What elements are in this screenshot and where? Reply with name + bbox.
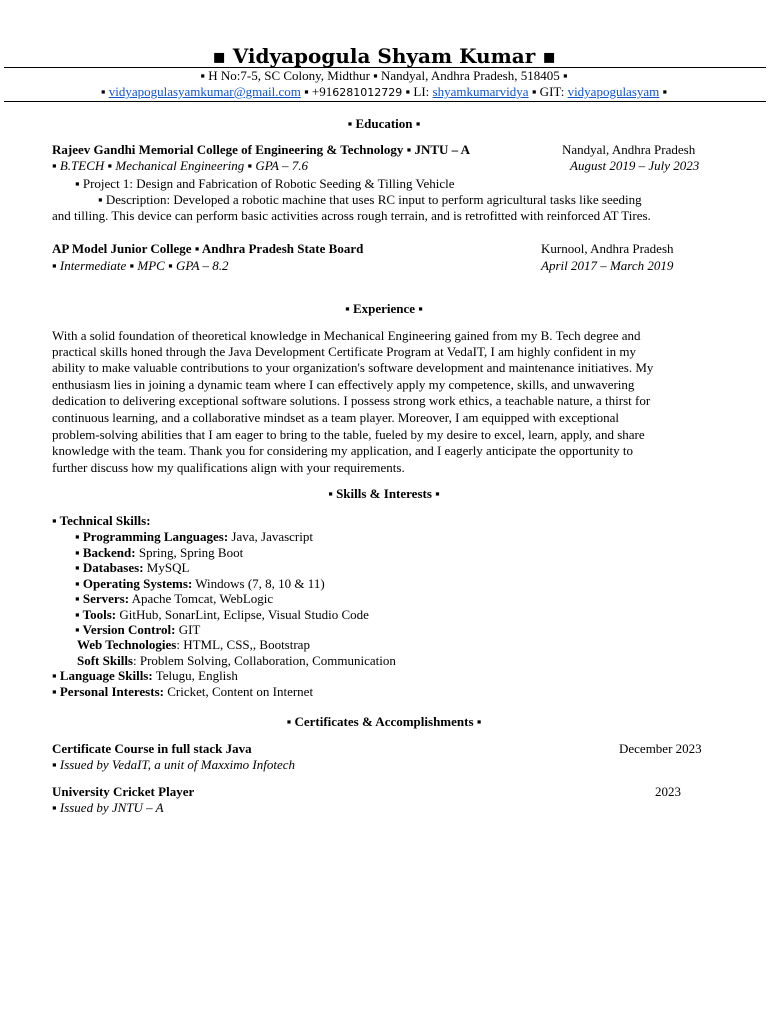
github-link[interactable]: vidyapogulasyam xyxy=(567,84,660,99)
skill-value: Apache Tomcat, WebLogic xyxy=(129,591,274,606)
skill-label: ▪ Databases: xyxy=(75,560,144,575)
contact-suffix: ▪ xyxy=(659,84,668,99)
address-line: ▪ H No:7-5, SC Colony, Midthur ▪ Nandyal, Andhra Pradesh, 518405 ▪ xyxy=(200,68,568,83)
skill-item xyxy=(75,591,273,607)
skill-value: GitHub, SonarLint, Eclipse, Visual Studio Code xyxy=(116,607,369,622)
skill-label: ▪ Programming Languages: xyxy=(75,529,229,544)
certificate-1-title: Certificate Course in full stack Java xyxy=(52,741,252,756)
certificate-2-issuer: ▪ Issued by JNTU – A xyxy=(52,800,164,815)
skill-item xyxy=(75,545,243,561)
experience-line: continuous learning, and a collaborative mindset as a team player. Moreover, I am equipped with exceptional xyxy=(52,410,619,425)
college-2-dates: April 2017 – March 2019 xyxy=(541,258,674,273)
skills-heading: ▪ Skills & Interests ▪ xyxy=(328,486,440,501)
skill-item xyxy=(77,637,310,653)
header-divider-bottom xyxy=(4,101,766,102)
experience-line: knowledge with the team. Thank you for considering my application, and I eagerly anticipate the opportunity to xyxy=(52,443,633,458)
experience-line: enthusiasm lies in joining a dynamic team where I can effectively apply my competence, skills, and unwavering xyxy=(52,377,635,392)
skill-label: ▪ Operating Systems: xyxy=(75,576,193,591)
certificate-2-title: University Cricket Player xyxy=(52,784,195,799)
project-description-line-1: ▪ Description: Developed a robotic machine that uses RC input to perform agricultural tasks like seeding xyxy=(98,192,642,207)
skill-item xyxy=(75,560,189,576)
experience-line: ability to make valuable contributions to your organization's software development and maintenance initiatives. My xyxy=(52,360,654,375)
college-2-name: AP Model Junior College ▪ Andhra Pradesh State Board xyxy=(52,241,364,256)
personal-interests-label: ▪ Personal Interests: xyxy=(52,684,164,699)
contact-line xyxy=(0,84,768,101)
skill-item xyxy=(75,529,313,545)
experience-line: With a solid foundation of theoretical knowledge in Mechanical Engineering gained from my B. Tech degree and xyxy=(52,328,641,343)
college-2-degree: ▪ Intermediate ▪ MPC ▪ GPA – 8.2 xyxy=(52,258,229,273)
skill-label: Soft Skills xyxy=(77,653,133,668)
experience-line: dedication to delivering exceptional software solutions. I possess strong work ethics, a teachable nature, a thirst for xyxy=(52,393,651,408)
skill-item xyxy=(75,607,369,623)
candidate-name: ▪ Vidyapogula Shyam Kumar ▪ xyxy=(212,44,556,68)
skill-value: GIT xyxy=(175,622,201,637)
language-skills-label: ▪ Language Skills: xyxy=(52,668,153,683)
certificate-1-issuer: ▪ Issued by VedaIT, a unit of Maxximo Infotech xyxy=(52,757,296,772)
experience-line: practical skills honed through the Java Development Certificate Program at VedaIT, I am highly confident in my xyxy=(52,344,636,359)
certificate-1-date: December 2023 xyxy=(619,741,702,756)
skill-value: Java, Javascript xyxy=(228,529,313,544)
email-link[interactable]: vidyapogulasyamkumar@gmail.com xyxy=(108,84,301,99)
experience-line: further discuss how my qualifications align with your requirements. xyxy=(52,460,405,475)
language-skills xyxy=(52,668,238,684)
phone-separator: ▪ +91 xyxy=(300,84,333,99)
college-1-dates: August 2019 – July 2023 xyxy=(570,158,700,173)
skill-item xyxy=(75,622,200,638)
linkedin-link[interactable]: shyamkumarvidya xyxy=(432,84,529,99)
certificate-2-date: 2023 xyxy=(655,784,681,799)
skill-value: Spring, Spring Boot xyxy=(135,545,244,560)
skill-value: Windows (7, 8, 10 & 11) xyxy=(192,576,325,591)
skill-label: ▪ Tools: xyxy=(75,607,117,622)
skill-label: Web Technologies xyxy=(77,637,177,652)
linkedin-label: ▪ LI: xyxy=(402,84,433,99)
skill-value: MySQL xyxy=(143,560,190,575)
skill-item xyxy=(75,576,325,592)
phone-number: 6281012729 xyxy=(332,86,403,99)
language-skills-value: Telugu, English xyxy=(152,668,238,683)
skill-label: ▪ Version Control: xyxy=(75,622,176,637)
college-2-location: Kurnool, Andhra Pradesh xyxy=(541,241,674,256)
college-1-location: Nandyal, Andhra Pradesh xyxy=(562,142,696,157)
certificates-heading: ▪ Certificates & Accomplishments ▪ xyxy=(286,714,482,729)
skill-value: : Problem Solving, Collaboration, Communication xyxy=(133,653,396,668)
skill-label: ▪ Servers: xyxy=(75,591,130,606)
experience-line: problem-solving abilities that I am eager to bring to the table, fueled by my desire to excel, learn, apply, and share xyxy=(52,427,645,442)
experience-heading: ▪ Experience ▪ xyxy=(345,301,423,316)
college-1-name: Rajeev Gandhi Memorial College of Engineering & Technology ▪ JNTU – A xyxy=(52,142,471,157)
skill-label: ▪ Backend: xyxy=(75,545,136,560)
personal-interests xyxy=(52,684,313,700)
project-title: ▪ Project 1: Design and Fabrication of Robotic Seeding & Tilling Vehicle xyxy=(75,176,455,191)
education-heading: ▪ Education ▪ xyxy=(347,116,421,131)
skill-item xyxy=(77,653,396,669)
contact-prefix: ▪ xyxy=(100,84,109,99)
github-label: ▪ GIT: xyxy=(528,84,568,99)
technical-skills-label: ▪ Technical Skills: xyxy=(52,513,151,528)
college-1-degree: ▪ B.TECH ▪ Mechanical Engineering ▪ GPA – 7.6 xyxy=(52,158,308,173)
project-description-line-2: and tilling. This device can perform basic activities across rough terrain, and is retrofitted with reinforced AT Tires. xyxy=(52,208,651,223)
skill-value: : HTML, CSS,, Bootstrap xyxy=(176,637,310,652)
personal-interests-value: Cricket, Content on Internet xyxy=(163,684,314,699)
